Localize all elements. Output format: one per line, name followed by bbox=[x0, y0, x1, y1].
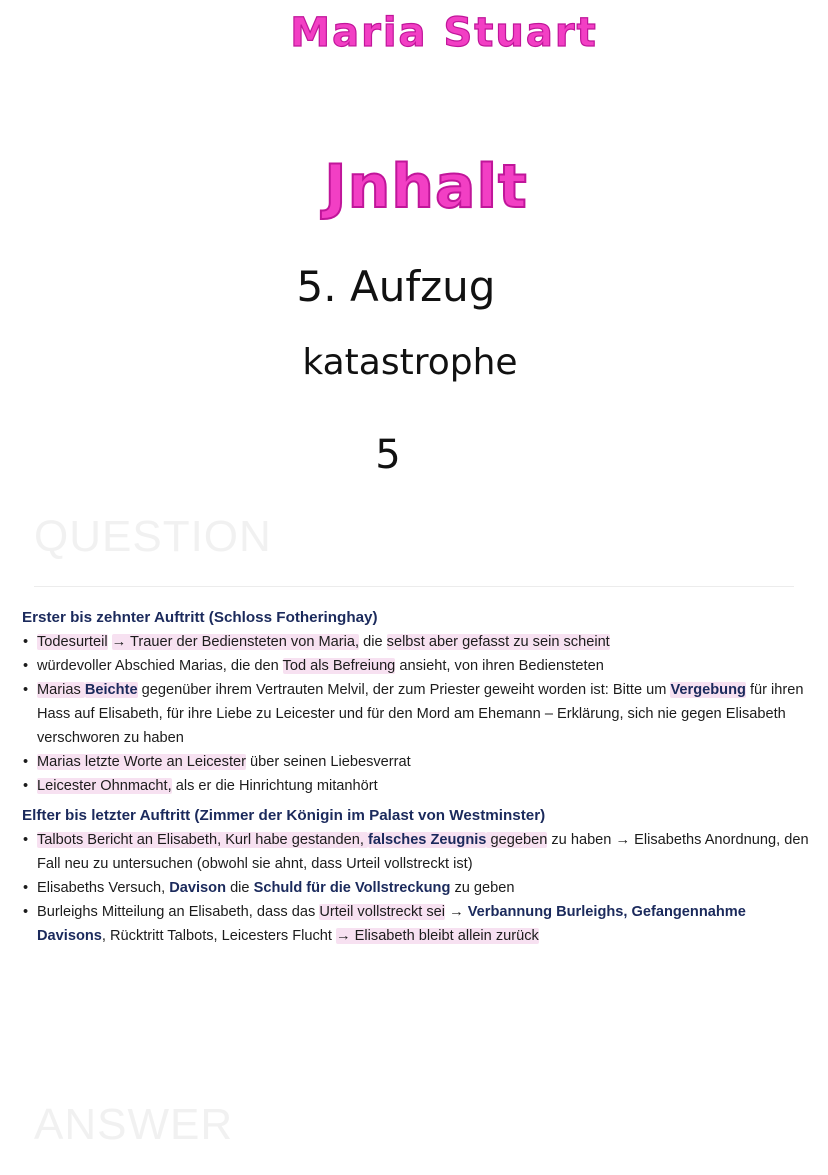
text-segment: Vergebung bbox=[670, 682, 746, 698]
text-segment: Davison bbox=[169, 880, 227, 896]
list-item bbox=[22, 774, 812, 798]
section-title: Jnhalt bbox=[324, 152, 528, 222]
text-segment: Marias letzte Worte an Leicester bbox=[37, 754, 246, 770]
list-item bbox=[22, 828, 812, 876]
section-2-list bbox=[22, 828, 812, 948]
section-1-list bbox=[22, 630, 812, 798]
list-item bbox=[22, 876, 812, 900]
text-segment: Urteil vollstreckt sei bbox=[319, 904, 446, 920]
text-segment: → Elisabeth bleibt allein zurück bbox=[336, 928, 539, 944]
list-item bbox=[22, 678, 812, 750]
text-segment: gegenüber ihrem Vertrauten Melvil, der zum Priester geweiht worden ist: Bitte um bbox=[137, 682, 671, 698]
text-segment: Beichte bbox=[84, 682, 138, 698]
text-segment: falsches Zeugnis bbox=[368, 832, 487, 848]
text-segment: Schuld für die Vollstreckung bbox=[253, 880, 451, 896]
document-title: Maria Stuart bbox=[290, 10, 598, 56]
text-segment: Leicester Ohnmacht, bbox=[37, 778, 172, 794]
act-label: 5. Aufzug bbox=[296, 262, 496, 311]
phase-label: katastrophe bbox=[302, 342, 518, 383]
text-segment: Tod als Befreiung bbox=[282, 658, 396, 674]
text-segment: Todesurteil bbox=[37, 634, 108, 650]
text-segment: ansieht, von ihren Bediensteten bbox=[395, 658, 604, 674]
text-segment: zu geben bbox=[450, 880, 515, 896]
text-segment: zu haben → Elisabeths Anordnung, den Fall neu zu untersuchen (obwohl sie ahnt, dass Urteil vollstreckt ist) bbox=[37, 832, 809, 872]
divider bbox=[34, 586, 794, 587]
text-segment: die bbox=[226, 880, 254, 896]
text-segment: Talbots Bericht an Elisabeth, Kurl habe gestanden, bbox=[37, 832, 369, 848]
summary-content bbox=[22, 606, 812, 948]
text-segment: Verbannung Burleighs, bbox=[467, 904, 628, 920]
text-segment: für ihren Hass auf Elisabeth, für ihre Liebe zu Leicester und für den Mord am Ehemann – Erklärung, sich nie gegen Elisabeth verschworen zu haben bbox=[37, 682, 804, 746]
text-segment: Elisabeths Versuch, bbox=[37, 880, 170, 896]
text-segment: Gefangennahme Davisons bbox=[37, 904, 746, 944]
list-item bbox=[22, 750, 812, 774]
text-segment: als er die Hinrichtung mitanhört bbox=[171, 778, 378, 794]
question-watermark: QUESTION bbox=[34, 512, 272, 561]
text-segment: Marias bbox=[37, 682, 85, 698]
section-heading-2: Elfter bis letzter Auftritt (Zimmer der Königin im Palast von Westminster) bbox=[22, 807, 546, 824]
text-segment: selbst aber gefasst zu sein scheint bbox=[386, 634, 610, 650]
text-segment: über seinen Liebesverrat bbox=[246, 754, 411, 770]
text-segment: , Rücktritt Talbots, Leicesters Flucht bbox=[101, 928, 337, 944]
section-heading-1: Erster bis zehnter Auftritt (Schloss Fotheringhay) bbox=[22, 609, 378, 626]
text-segment: würdevoller Abschied Marias, die den bbox=[37, 658, 283, 674]
list-item bbox=[22, 900, 812, 948]
text-segment: die bbox=[359, 634, 387, 650]
text-segment: gegeben bbox=[486, 832, 548, 848]
list-item bbox=[22, 630, 812, 654]
text-segment: Burleighs Mitteilung an Elisabeth, dass das bbox=[37, 904, 320, 920]
text-segment: → Trauer der Bediensteten von Maria, bbox=[111, 634, 360, 650]
text-segment: → bbox=[445, 904, 468, 920]
answer-watermark: ANSWER bbox=[34, 1100, 234, 1149]
phase-number: 5 bbox=[375, 432, 401, 478]
list-item bbox=[22, 654, 812, 678]
